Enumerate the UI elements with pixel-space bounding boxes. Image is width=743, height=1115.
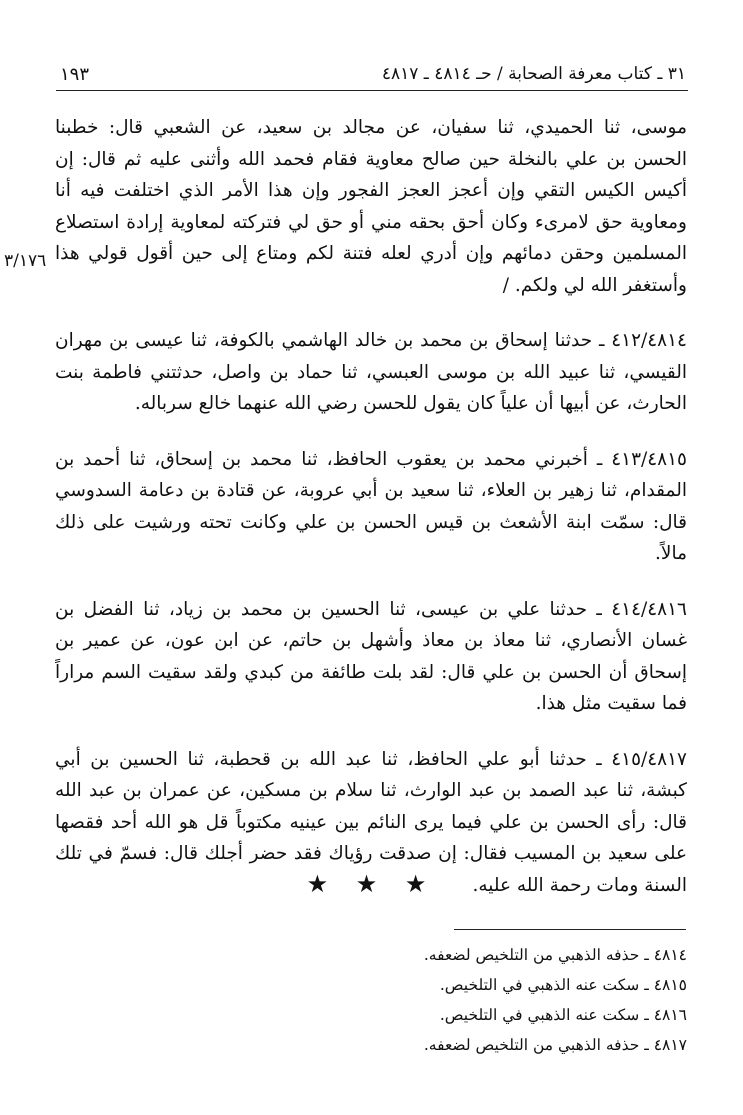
paragraph-continuation: موسى، ثنا الحميدي، ثنا سفيان، عن مجالد بن سعيد، عن الشعبي قال: خطبنا الحسن بن علي بالنخلة حين صالح معاوية فقام فحمد الله وأثنى عليه ثم قال: إن أكيس الكيس التقي وإن أعجز العجز الفجور وإن هذا الأمر الذي اختلفت فيه أنا ومعاوية حق لامرىء وكان أحق بحقه مني أو حق لي فتركته لمعاوية إرادة استصلاع المسلمين وحقن دمائهم وإن أدري لعله فتنة لكم ومتاع إلى حين أقول قولي هذا وأستغفر الله لي ولكم. / bbox=[55, 117, 687, 296]
footnote-4817: ٤٨١٧ ـ حذفه الذهبي من التلخيص لضعفه. bbox=[423, 1036, 687, 1054]
footnote-4816: ٤٨١٦ ـ سكت عنه الذهبي في التلخيص. bbox=[439, 1006, 687, 1024]
header-rule bbox=[56, 90, 688, 91]
footnote-4815: ٤٨١٥ ـ سكت عنه الذهبي في التلخيص. bbox=[439, 976, 687, 994]
hadith-4817: ٤١٥/٤٨١٧ ـ حدثنا أبو علي الحافظ، ثنا عبد الله بن قحطبة، ثنا الحسين بن أبي كبشة، ثنا عبد الصمد بن عبد الوارث، ثنا سلام بن مسكين، عن عمران بن عبد الله قال: رأى الحسن بن علي فيما يرى النائم بين عينيه مكتوباً قل هو الله أحد فقصها على سعيد بن المسيب فقال: إن صدقت رؤياك فقد حضر أجلك قال: فسمّ في تلك السنة ومات رحمة الله عليه. bbox=[55, 748, 687, 896]
margin-volume-reference: ٣/١٧٦ bbox=[4, 251, 47, 271]
hadith-4816: ٤١٤/٤٨١٦ ـ حدثنا علي بن عيسى، ثنا الحسين بن محمد بن زياد، ثنا الفضل بن غسان الأنصاري، ثنا معاذ بن معاذ وأشهل بن حاتم، عن ابن عون، عن عمير بن إسحاق أن الحسن بن علي قال: لقد بلت طائفة من كبدي ولقد سقيت السم مراراً فما سقيت مثل هذا. bbox=[55, 598, 687, 714]
footnotes bbox=[287, 940, 687, 1060]
hadith-4815: ٤١٣/٤٨١٥ ـ أخبرني محمد بن يعقوب الحافظ، ثنا محمد بن إسحاق، ثنا أحمد بن المقدام، ثنا زهير بن العلاء، ثنا سعيد بن أبي عروبة، عن قتادة بن دعامة السدوسي قال: سمّت ابنة الأشعث بن قيس الحسن بن علي وكانت تحته ورشيت على ذلك مالاً. bbox=[55, 448, 687, 564]
page-header bbox=[56, 64, 686, 88]
hadith-4814: ٤١٢/٤٨١٤ ـ حدثنا إسحاق بن محمد بن خالد الهاشمي بالكوفة، ثنا عيسى بن مهران القيسي، ثنا عبيد الله بن موسى العبسي، ثنا حماد بن واصل، حدثتني فاطمة بنت الحارث، عن أبيها أن علياً كان يقول للحسن رضي الله عنهما خالع سرباله. bbox=[55, 330, 687, 414]
footnote-rule bbox=[454, 929, 686, 930]
running-title: ٣١ ـ كتاب معرفة الصحابة / حـ ٤٨١٤ ـ ٤٨١٧ bbox=[381, 64, 686, 84]
section-separator-stars: ★ ★ ★ bbox=[306, 870, 437, 898]
page-number: ١٩٣ bbox=[60, 64, 90, 85]
footnote-4814: ٤٨١٤ ـ حذفه الذهبي من التلخيص لضعفه. bbox=[423, 946, 687, 964]
main-text bbox=[55, 112, 687, 925]
